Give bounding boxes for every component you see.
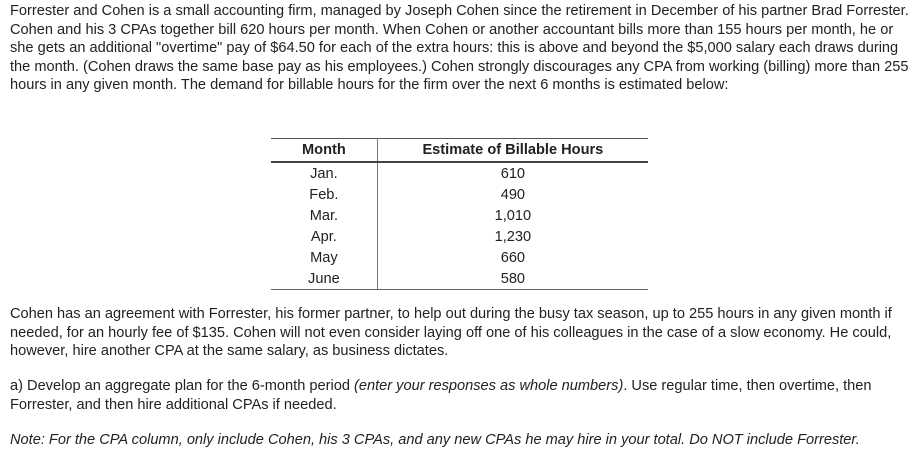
table-row (271, 205, 648, 226)
month-cell: Mar. (271, 205, 377, 226)
table-row (271, 184, 648, 205)
hours-cell: 490 (500, 186, 526, 203)
question-prefix: a) Develop an aggregate plan for the 6-month period (10, 378, 354, 394)
month-cell: Feb. (271, 184, 377, 205)
hours-cell: 610 (500, 165, 526, 182)
question-instruction: (enter your responses as whole numbers) (354, 378, 624, 394)
month-cell: Jan. (271, 162, 377, 184)
billable-hours-table (271, 138, 648, 290)
header-month: Month (271, 139, 377, 163)
table-row (271, 226, 648, 247)
question-paragraph (10, 377, 912, 414)
header-billable-hours: Estimate of Billable Hours (377, 139, 648, 163)
note-paragraph: Note: For the CPA column, only include Cohen, his 3 CPAs, and any new CPAs he may hire in your total. Do NOT include Forrester. (10, 432, 860, 448)
table-row (271, 247, 648, 268)
table-header-row (271, 139, 648, 163)
hours-cell: 1,230 (494, 228, 532, 245)
hours-cell: 580 (377, 268, 648, 290)
agreement-paragraph: Cohen has an agreement with Forrester, his former partner, to help out during the busy tax season, up to 255 hours in any given month if needed, for an hourly fee of $135. Cohen will not even consider laying off one of his colleagues in the case of a slow economy. He could, however, hire another CPA at the same salary, as business dictates. (10, 306, 892, 360)
month-cell: June (271, 268, 377, 290)
table-row (271, 162, 648, 184)
question-suffix: . Use regular time, then overtime, then Forrester, and then hire additional CPAs if needed. (10, 378, 872, 413)
table-row (271, 268, 648, 290)
month-cell: May (271, 247, 377, 268)
billable-hours-table-container (271, 138, 648, 290)
intro-paragraph: Forrester and Cohen is a small accounting firm, managed by Joseph Cohen since the retirement in December of his partner Brad Forrester. Cohen and his 3 CPAs together bill 620 hours per month. When Cohen or another accountant bills more than 155 hours per month, he or she gets an additional "overtime" pay of $64.50 for each of the extra hours: this is above and beyond the $5,000 salary each draws during the month. (Cohen draws the same base pay as his employees.) Cohen strongly discourages any CPA from working (billing) more than 255 hours in any given month. The demand for billable hours for the firm over the next 6 months is estimated below: (10, 3, 909, 94)
hours-cell: 1,010 (494, 207, 532, 224)
month-cell: Apr. (271, 226, 377, 247)
hours-cell: 660 (500, 249, 526, 266)
